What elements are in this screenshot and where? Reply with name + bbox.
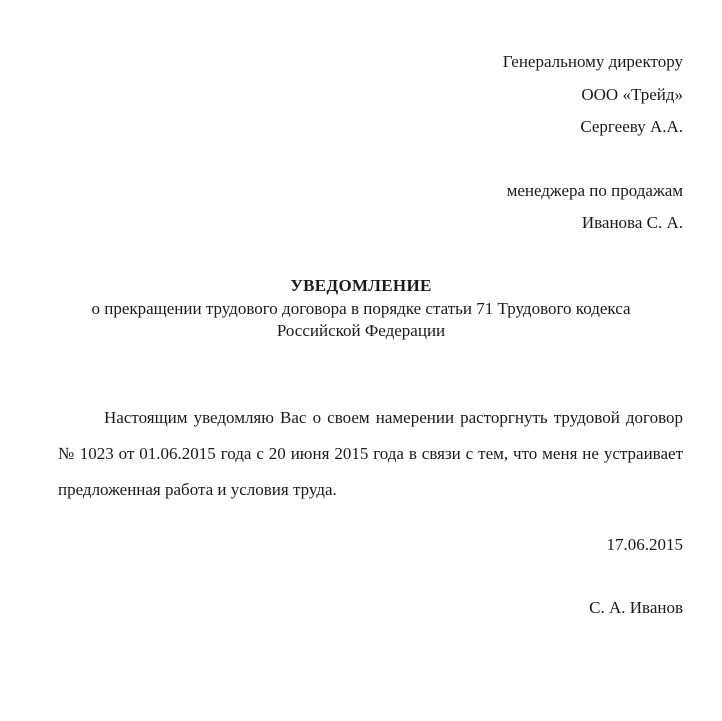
addressee-line-1: Генеральному директору bbox=[502, 52, 683, 71]
document-subtitle-line-1: о прекращении трудового договора в порядке статьи 71 Трудового кодекса bbox=[91, 299, 631, 318]
notice-body-paragraph: Настоящим уведомляю Вас о своем намерении расторгнуть трудовой договор № 1023 от 01.06.2015 года с 20 июня 2015 года в связи с тем, что меня не устраивает предложенная работа и условия труда. bbox=[58, 408, 683, 499]
document-title: УВЕДОМЛЕНИЕ bbox=[290, 276, 432, 295]
sender-line-2: Иванова С. А. bbox=[581, 213, 683, 232]
document-subtitle-line-2: Российской Федерации bbox=[276, 321, 446, 340]
addressee-line-2: ООО «Трейд» bbox=[581, 85, 683, 104]
signature-name: С. А. Иванов bbox=[589, 598, 683, 617]
addressee-line-3: Сергееву А.А. bbox=[580, 117, 683, 136]
sender-line-1: менеджера по продажам bbox=[506, 181, 683, 200]
document-date: 17.06.2015 bbox=[606, 535, 683, 554]
